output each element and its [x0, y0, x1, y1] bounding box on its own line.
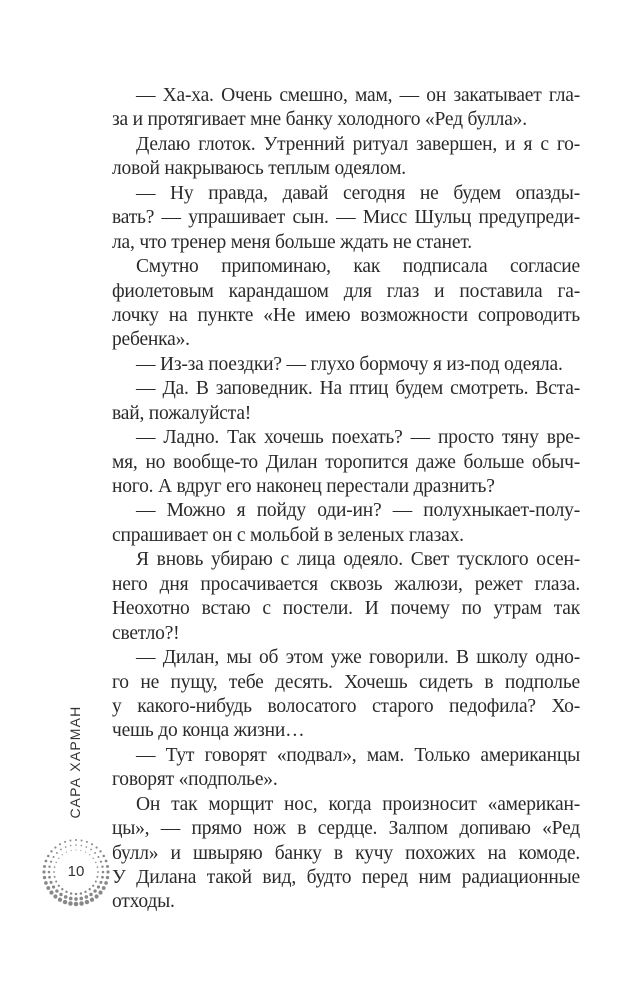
text-line: — Ладно. Так хочешь поехать? — просто тяну вре- — [136, 427, 580, 449]
running-head-author: САРА ХАРМАН — [67, 705, 83, 819]
text-line: мя, но вообще-то Дилан торопится даже больше обыч- — [112, 451, 580, 473]
text-line: светло?! — [112, 622, 180, 644]
text-line: спрашивает он с мольбой в зеленых глазах. — [112, 524, 464, 546]
text-line: У Дилана такой вид, будто перед ним радиационные — [112, 867, 580, 888]
text-line: ловой накрываюсь теплым одеялом. — [112, 158, 406, 180]
book-text — [112, 84, 580, 915]
text-line: Делаю глоток. Утренний ритуал завершен, и я с го- — [136, 133, 580, 155]
text-line: ла, что тренер меня больше ждать не станет. — [112, 231, 472, 253]
text-line: вать? — упрашивает сын. — Мисс Шульц предупреди- — [112, 207, 580, 229]
text-line: за и протягивает мне банку холодного «Ред булла». — [112, 109, 527, 131]
text-line: — Тут говорят «подвал», мам. Только американцы — [136, 744, 580, 766]
text-line: ного. А вдруг его наконец перестали дразнить? — [112, 476, 495, 497]
page-number: 10 — [67, 863, 85, 880]
text-line: него дня просачивается сквозь жалюзи, режет глаза. — [112, 573, 580, 595]
text-line: — Дилан, мы об этом уже говорили. В школу одно- — [136, 647, 580, 669]
text-line: фиолетовым карандашом для глаз и поставила га- — [112, 280, 580, 302]
text-line: — Из-за поездки? — глухо бормочу я из-под одеяла. — [136, 353, 563, 375]
text-line: лочку на пункте «Не имею возможности сопроводить — [112, 304, 580, 326]
text-line: говорят «подполье». — [112, 769, 278, 791]
text-line: цы», — прямо нож в сердце. Залпом допиваю «Ред — [112, 818, 580, 840]
text-line: Неохотно встаю с постели. И почему по утрам так — [112, 598, 580, 620]
text-line: булл» и швыряю банку в кучу похожих на комоде. — [112, 842, 580, 864]
text-line: Он так морщит нос, когда произносит «американ- — [136, 793, 580, 815]
text-line: — Ну правда, давай сегодня не будем опазды- — [136, 182, 580, 204]
text-line: ребенка». — [112, 329, 190, 351]
text-line: го не пущу, тебе десять. Хочешь сидеть в подполье — [112, 671, 580, 693]
text-line: — Да. В заповедник. На птиц будем смотреть. Вста- — [136, 378, 580, 400]
text-line: чешь до конца жизни… — [112, 720, 305, 742]
text-line: — Можно я пойду оди-ин? — полухныкает-полу- — [136, 500, 580, 522]
text-line: отходы. — [112, 891, 175, 913]
text-line: вай, пожалуйста! — [112, 402, 252, 424]
page-number-badge — [40, 836, 112, 908]
text-line: Смутно припоминаю, как подписала согласие — [136, 256, 580, 278]
text-line: — Ха-ха. Очень смешно, мам, — он закатывает гла- — [136, 85, 580, 106]
text-line: Я вновь убираю с лица одеяло. Свет тусклого осен- — [136, 549, 580, 571]
text-line: у какого-нибудь волосатого старого педофила? Хо- — [112, 695, 580, 717]
